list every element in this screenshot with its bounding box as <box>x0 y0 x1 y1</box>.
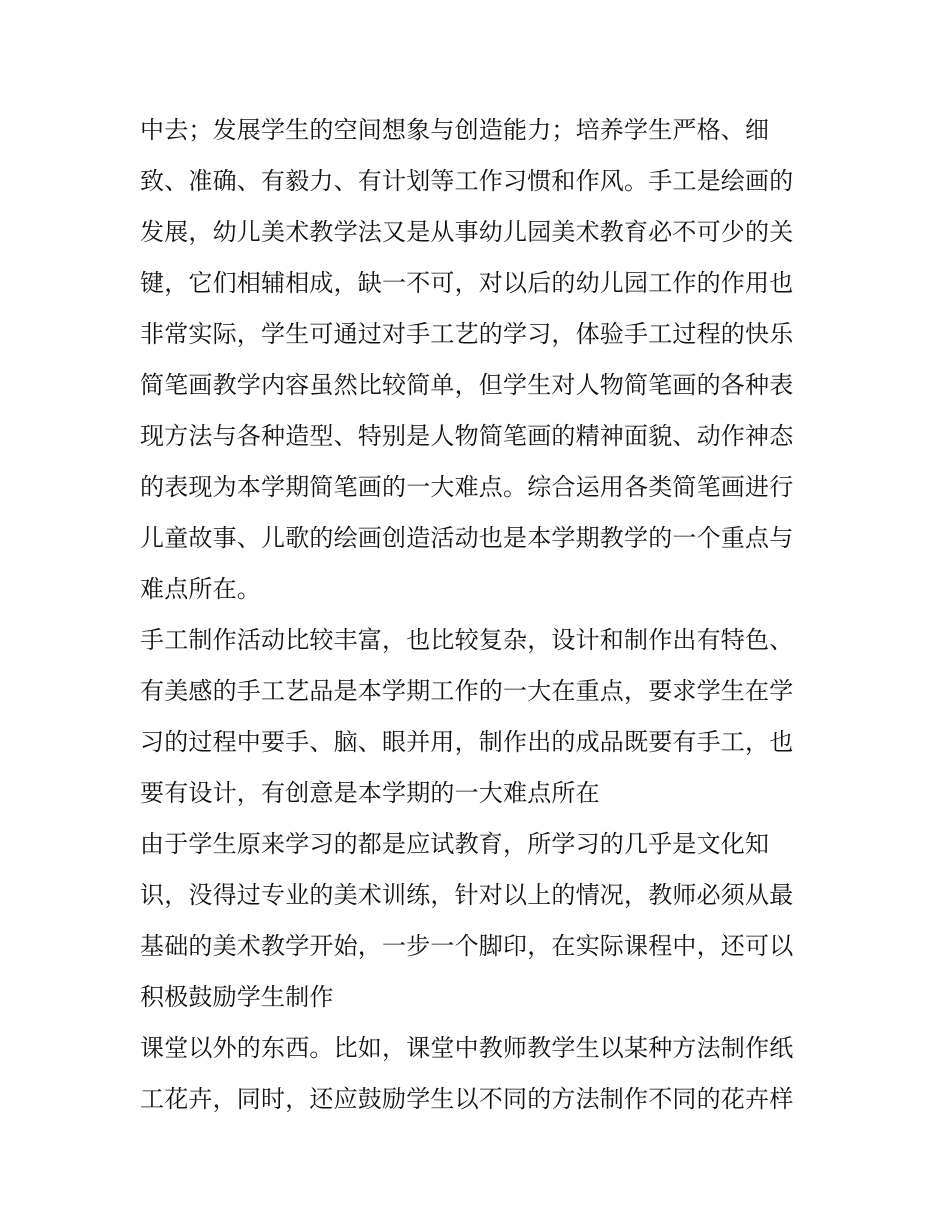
text-line: 致、准确、有毅力、有计划等工作习惯和作风。手工是绘画的 <box>140 167 794 195</box>
text-line: 工花卉，同时，还应鼓励学生以不同的方法制作不同的花卉样 <box>140 1085 794 1113</box>
text-line: 课堂以外的东西。比如，课堂中教师教学生以某种方法制作纸 <box>140 1034 794 1062</box>
text-line: 有美感的手工艺品是本学期工作的一大在重点，要求学生在学 <box>140 677 794 705</box>
text-line: 基础的美术教学开始，一步一个脚印，在实际课程中，还可以 <box>140 932 794 960</box>
document-body <box>140 105 820 1125</box>
text-line: 识，没得过专业的美术训练，针对以上的情况，教师必须从最 <box>140 881 794 909</box>
text-line: 手工制作活动比较丰富，也比较复杂，设计和制作出有特色、 <box>140 626 794 654</box>
text-line: 现方法与各种造型、特别是人物简笔画的精神面貌、动作神态 <box>140 422 794 450</box>
text-line: 积极鼓励学生制作 <box>140 983 334 1011</box>
text-line: 非常实际，学生可通过对手工艺的学习，体验手工过程的快乐 <box>140 320 794 348</box>
text-line: 简笔画教学内容虽然比较简单，但学生对人物简笔画的各种表 <box>140 371 794 399</box>
text-line: 习的过程中要手、脑、眼并用，制作出的成品既要有手工，也 <box>140 728 794 756</box>
text-line: 中去；发展学生的空间想象与创造能力；培养学生严格、细 <box>140 116 770 144</box>
text-line: 难点所在。 <box>140 575 261 603</box>
text-line: 要有设计，有创意是本学期的一大难点所在 <box>140 779 600 807</box>
text-line: 的表现为本学期简笔画的一大难点。综合运用各类简笔画进行 <box>140 473 794 501</box>
text-line: 由于学生原来学习的都是应试教育，所学习的几乎是文化知 <box>140 830 770 858</box>
text-line: 发展，幼儿美术教学法又是从事幼儿园美术教育必不可少的关 <box>140 218 794 246</box>
text-line: 键，它们相辅相成，缺一不可，对以后的幼儿园工作的作用也 <box>140 269 794 297</box>
text-line: 儿童故事、儿歌的绘画创造活动也是本学期教学的一个重点与 <box>140 524 794 552</box>
